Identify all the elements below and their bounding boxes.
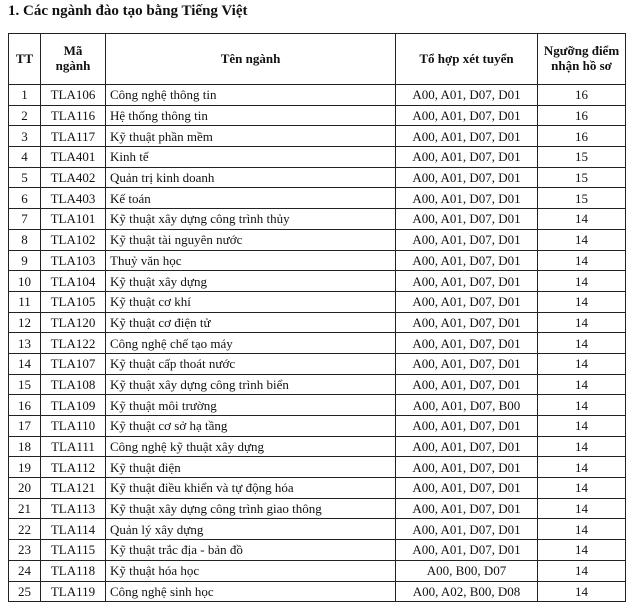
header-tt: TT: [9, 34, 41, 85]
cell-tt: 10: [9, 271, 41, 292]
cell-name: Kỹ thuật tài nguyên nước: [106, 229, 396, 250]
table-row: [9, 105, 626, 126]
cell-code: TLA120: [41, 312, 106, 333]
cell-combo: A00, A01, D07, D01: [396, 312, 538, 333]
cell-thresh: 14: [538, 519, 626, 540]
cell-code: TLA110: [41, 416, 106, 437]
table-row: [9, 416, 626, 437]
cell-code: TLA106: [41, 85, 106, 106]
cell-name: Công nghệ chế tạo máy: [106, 333, 396, 354]
cell-tt: 3: [9, 126, 41, 147]
cell-name: Kế toán: [106, 188, 396, 209]
cell-thresh: 14: [538, 250, 626, 271]
cell-name: Kỹ thuật cấp thoát nước: [106, 353, 396, 374]
cell-name: Kỹ thuật phần mềm: [106, 126, 396, 147]
cell-combo: A00, A01, D07, D01: [396, 436, 538, 457]
cell-name: Kỹ thuật xây dựng công trình giao thông: [106, 498, 396, 519]
cell-name: Kỹ thuật điều khiển và tự động hóa: [106, 478, 396, 499]
cell-code: TLA119: [41, 581, 106, 602]
cell-tt: 19: [9, 457, 41, 478]
table-row: [9, 312, 626, 333]
cell-combo: A00, A01, D07, D01: [396, 478, 538, 499]
cell-thresh: 14: [538, 333, 626, 354]
cell-combo: A00, B00, D07: [396, 560, 538, 581]
cell-thresh: 14: [538, 395, 626, 416]
cell-code: TLA117: [41, 126, 106, 147]
cell-code: TLA122: [41, 333, 106, 354]
cell-combo: A00, A01, D07, D01: [396, 540, 538, 561]
cell-tt: 15: [9, 374, 41, 395]
cell-thresh: 14: [538, 560, 626, 581]
header-code: Mã ngành: [41, 34, 106, 85]
cell-name: Kinh tế: [106, 147, 396, 168]
table-row: [9, 560, 626, 581]
cell-code: TLA121: [41, 478, 106, 499]
cell-thresh: 16: [538, 126, 626, 147]
cell-tt: 8: [9, 229, 41, 250]
cell-combo: A00, A01, D07, D01: [396, 126, 538, 147]
cell-thresh: 14: [538, 229, 626, 250]
cell-code: TLA403: [41, 188, 106, 209]
cell-name: Kỹ thuật cơ sở hạ tầng: [106, 416, 396, 437]
cell-tt: 9: [9, 250, 41, 271]
header-combo: Tổ hợp xét tuyển: [396, 34, 538, 85]
admissions-table: [8, 33, 626, 602]
cell-code: TLA113: [41, 498, 106, 519]
table-row: [9, 188, 626, 209]
cell-combo: A00, A01, D07, D01: [396, 291, 538, 312]
header-row: [9, 34, 626, 85]
cell-thresh: 14: [538, 540, 626, 561]
table-row: [9, 498, 626, 519]
cell-tt: 4: [9, 147, 41, 168]
cell-thresh: 14: [538, 374, 626, 395]
table-row: [9, 436, 626, 457]
cell-thresh: 14: [538, 271, 626, 292]
cell-thresh: 14: [538, 353, 626, 374]
table-row: [9, 519, 626, 540]
cell-name: Công nghệ sinh học: [106, 581, 396, 602]
cell-thresh: 14: [538, 457, 626, 478]
cell-code: TLA401: [41, 147, 106, 168]
cell-name: Công nghệ kỹ thuật xây dựng: [106, 436, 396, 457]
cell-code: TLA108: [41, 374, 106, 395]
cell-name: Công nghệ thông tin: [106, 85, 396, 106]
cell-combo: A00, A01, D07, D01: [396, 519, 538, 540]
section-title: 1. Các ngành đào tạo bằng Tiếng Việt: [8, 3, 248, 19]
cell-combo: A00, A01, D07, D01: [396, 457, 538, 478]
cell-code: TLA112: [41, 457, 106, 478]
cell-name: Kỹ thuật xây dựng công trình thủy: [106, 209, 396, 230]
table-row: [9, 291, 626, 312]
cell-thresh: 14: [538, 312, 626, 333]
table-body: [9, 85, 626, 602]
cell-combo: A00, A01, D07, B00: [396, 395, 538, 416]
cell-code: TLA402: [41, 167, 106, 188]
table-row: [9, 540, 626, 561]
table-row: [9, 457, 626, 478]
cell-tt: 2: [9, 105, 41, 126]
cell-name: Kỹ thuật trắc địa - bản đồ: [106, 540, 396, 561]
cell-thresh: 14: [538, 209, 626, 230]
cell-combo: A00, A02, B00, D08: [396, 581, 538, 602]
cell-name: Kỹ thuật xây dựng: [106, 271, 396, 292]
table-row: [9, 353, 626, 374]
cell-tt: 11: [9, 291, 41, 312]
table-header: [9, 34, 626, 85]
cell-code: TLA118: [41, 560, 106, 581]
cell-name: Kỹ thuật xây dựng công trình biển: [106, 374, 396, 395]
cell-combo: A00, A01, D07, D01: [396, 229, 538, 250]
cell-tt: 7: [9, 209, 41, 230]
cell-tt: 13: [9, 333, 41, 354]
cell-combo: A00, A01, D07, D01: [396, 167, 538, 188]
table-row: [9, 250, 626, 271]
cell-tt: 18: [9, 436, 41, 457]
cell-code: TLA116: [41, 105, 106, 126]
table-row: [9, 271, 626, 292]
cell-combo: A00, A01, D07, D01: [396, 188, 538, 209]
cell-tt: 17: [9, 416, 41, 437]
cell-thresh: 14: [538, 291, 626, 312]
table-row: [9, 333, 626, 354]
cell-code: TLA111: [41, 436, 106, 457]
header-name: Tên ngành: [106, 34, 396, 85]
cell-name: Thuỷ văn học: [106, 250, 396, 271]
cell-combo: A00, A01, D07, D01: [396, 105, 538, 126]
cell-code: TLA103: [41, 250, 106, 271]
cell-name: Kỹ thuật cơ khí: [106, 291, 396, 312]
cell-combo: A00, A01, D07, D01: [396, 209, 538, 230]
cell-code: TLA107: [41, 353, 106, 374]
header-threshold: Ngưỡng điểm nhận hồ sơ: [538, 34, 626, 85]
cell-tt: 20: [9, 478, 41, 499]
cell-name: Kỹ thuật hóa học: [106, 560, 396, 581]
table-row: [9, 85, 626, 106]
cell-code: TLA115: [41, 540, 106, 561]
cell-name: Quản trị kinh doanh: [106, 167, 396, 188]
table-row: [9, 209, 626, 230]
table-row: [9, 478, 626, 499]
cell-code: TLA102: [41, 229, 106, 250]
cell-name: Kỹ thuật cơ điện tử: [106, 312, 396, 333]
cell-thresh: 14: [538, 478, 626, 499]
cell-thresh: 15: [538, 188, 626, 209]
cell-combo: A00, A01, D07, D01: [396, 333, 538, 354]
cell-code: TLA105: [41, 291, 106, 312]
cell-tt: 12: [9, 312, 41, 333]
cell-thresh: 16: [538, 105, 626, 126]
cell-name: Kỹ thuật điện: [106, 457, 396, 478]
cell-combo: A00, A01, D07, D01: [396, 374, 538, 395]
cell-thresh: 14: [538, 498, 626, 519]
cell-thresh: 14: [538, 436, 626, 457]
cell-code: TLA114: [41, 519, 106, 540]
cell-combo: A00, A01, D07, D01: [396, 85, 538, 106]
cell-combo: A00, A01, D07, D01: [396, 147, 538, 168]
cell-tt: 6: [9, 188, 41, 209]
cell-thresh: 15: [538, 147, 626, 168]
table-row: [9, 229, 626, 250]
cell-tt: 24: [9, 560, 41, 581]
table-row: [9, 167, 626, 188]
cell-thresh: 14: [538, 581, 626, 602]
cell-tt: 16: [9, 395, 41, 416]
cell-thresh: 16: [538, 85, 626, 106]
cell-combo: A00, A01, D07, D01: [396, 498, 538, 519]
cell-tt: 25: [9, 581, 41, 602]
table-row: [9, 581, 626, 602]
cell-name: Kỹ thuật môi trường: [106, 395, 396, 416]
cell-tt: 21: [9, 498, 41, 519]
cell-name: Quản lý xây dựng: [106, 519, 396, 540]
cell-combo: A00, A01, D07, D01: [396, 250, 538, 271]
cell-tt: 1: [9, 85, 41, 106]
table-row: [9, 147, 626, 168]
cell-combo: A00, A01, D07, D01: [396, 416, 538, 437]
table-row: [9, 126, 626, 147]
table-row: [9, 395, 626, 416]
cell-code: TLA104: [41, 271, 106, 292]
cell-combo: A00, A01, D07, D01: [396, 271, 538, 292]
cell-tt: 5: [9, 167, 41, 188]
cell-combo: A00, A01, D07, D01: [396, 353, 538, 374]
cell-name: Hệ thống thông tin: [106, 105, 396, 126]
cell-tt: 22: [9, 519, 41, 540]
table-row: [9, 374, 626, 395]
cell-thresh: 15: [538, 167, 626, 188]
cell-tt: 23: [9, 540, 41, 561]
cell-tt: 14: [9, 353, 41, 374]
cell-code: TLA101: [41, 209, 106, 230]
cell-code: TLA109: [41, 395, 106, 416]
cell-thresh: 14: [538, 416, 626, 437]
